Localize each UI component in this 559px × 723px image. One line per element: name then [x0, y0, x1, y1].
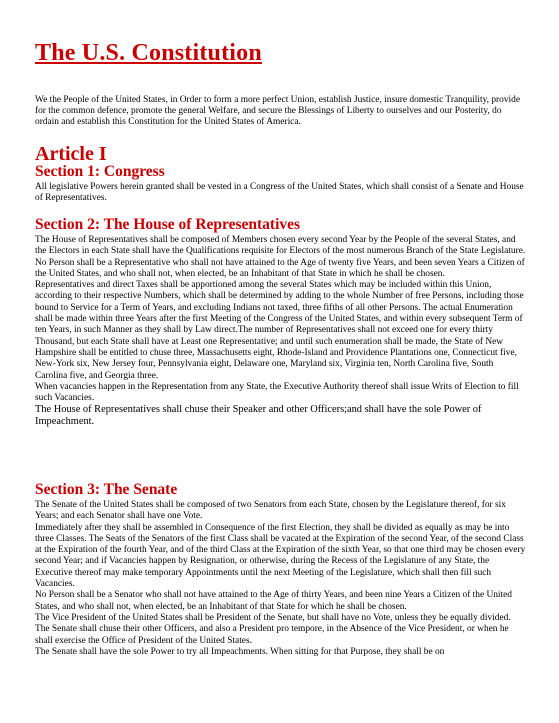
- paragraph: The Senate of the United States shall be composed of two Senators from each State, chosen by the Legislature thereof, for six Years; and each Senator shall have one Vote.: [35, 500, 506, 522]
- document-title: The U.S. Constitution: [35, 40, 262, 66]
- paragraph: No Person shall be a Senator who shall not have attained to the Age of thirty Years, and been nine Years a Citizen of the United States, and who shall not, when elected, be an Inhabitant of that State for which he shall be chosen.: [35, 590, 512, 612]
- section-1-body: [35, 182, 527, 205]
- paragraph: The House of Representatives shall be composed of Members chosen every second Year by the People of the several States, and the Electors in each State shall have the Qualifications requisite for Electors of the most numerous Branch of the State Legislature.: [35, 235, 526, 257]
- paragraph: Representatives and direct Taxes shall be apportioned among the several States which may be included within this Union, according to their respective Numbers, which shall be determined by adding to the whole Number of free Persons, including those bound to Service for a Term of Years, and excluding Indians not taxed, three fifths of all other Persons. The actual Enumeration shall be made within three Years after the first Meeting of the Congress of the United States, and within every subsequent Term of ten Years, in such Manner as they shall by Law direct.The number of Representatives shall not exceed one for every thirty Thousand, but each State shall have at Least one Representative; and until such enumeration shall be made, the State of New Hampshire shall be entitled to chuse three, Massachusetts eight, Rhode-Island and Providence Plantations one, Connecticut five, New-York six, New Jersey four, Pennsylvania eight, Delaware one, Maryland six, Virginia ten, North Carolina five, South Carolina five, and Georgia three.: [35, 280, 524, 381]
- section-2-body: [35, 235, 527, 427]
- preamble: We the People of the United States, in Order to form a more perfect Union, establish Justice, insure domestic Tranquility, provide for the common defence, promote the general Welfare, and secure the Blessings of Liberty to ourselves and our Posterity, do ordain and establish this Constitution for the United States of America.: [35, 95, 520, 128]
- paragraph: The House of Representatives shall chuse their Speaker and other Officers;and shall have the sole Power of Impeachment.: [35, 404, 482, 427]
- section-3-body: [35, 500, 527, 658]
- paragraph: All legislative Powers herein granted shall be vested in a Congress of the United States, which shall consist of a Senate and House of Representatives.: [35, 182, 524, 204]
- paragraph: The Senate shall have the sole Power to try all Impeachments. When sitting for that Purpose, they shall be on: [35, 646, 445, 657]
- paragraph: The Senate shall chuse their other Officers, and also a President pro tempore, in the Absence of the Vice President, or when he shall exercise the Office of President of the United States.: [35, 624, 509, 646]
- section-2-heading: Section 2: The House of Representatives: [35, 216, 301, 233]
- paragraph: Immediately after they shall be assembled in Consequence of the first Election, they shall be divided as equally as may be into three Classes. The Seats of the Senators of the first Class shall be vacated at the Expiration of the second Year, of the second Class at the Expiration of the fourth Year, and of the third Class at the Expiration of the sixth Year, so that one third may be chosen every second Year; and if Vacancies happen by Resignation, or otherwise, during the Recess of the Legislature of any State, the Executive thereof may make temporary Appointments until the next Meeting of the Legislature, which shall then fill such Vacancies.: [35, 522, 526, 590]
- section-3-heading: Section 3: The Senate: [35, 481, 178, 498]
- section-1-heading: Section 1: Congress: [35, 163, 165, 180]
- paragraph: When vacancies happen in the Representation from any State, the Executive Authority thereof shall issue Writs of Election to fill such Vacancies.: [35, 381, 519, 404]
- article-heading: Article I: [35, 143, 107, 165]
- paragraph: No Person shall be a Representative who shall not have attained to the Age of twenty five Years, and been seven Years a Citizen of the United States, and who shall not, when elected, be an Inhabitant of that State in which he shall be chosen.: [35, 257, 525, 279]
- paragraph: The Vice President of the United States shall be President of the Senate, but shall have no Vote, unless they be equally divided.: [35, 612, 511, 623]
